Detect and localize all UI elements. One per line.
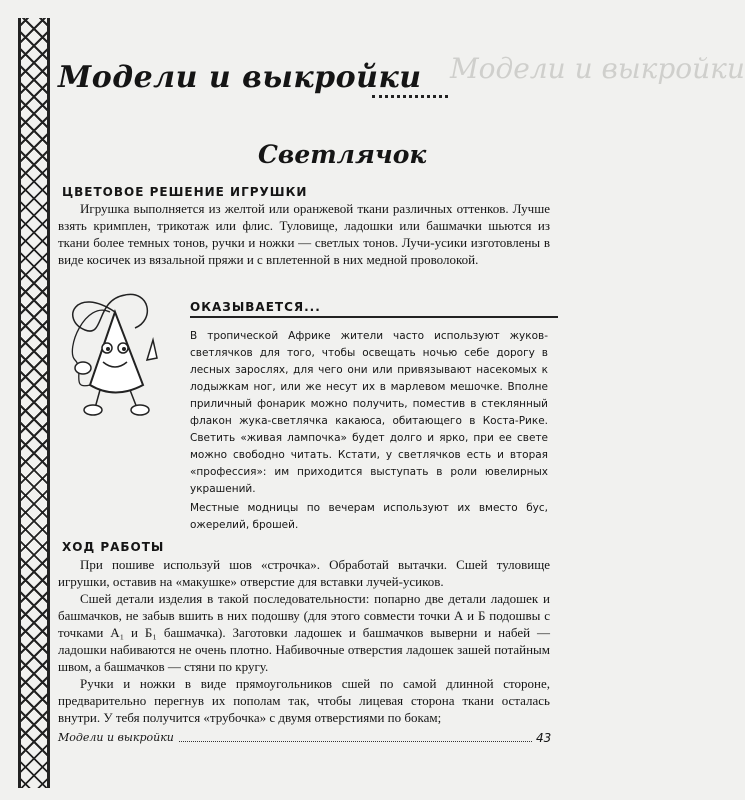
- section-heading-color: ЦВЕТОВОЕ РЕШЕНИЕ ИГРУШКИ: [62, 185, 308, 199]
- fact-divider: [190, 316, 558, 318]
- page-number: 43: [532, 731, 551, 745]
- section-work-text: [58, 556, 550, 726]
- decorative-border: [18, 18, 50, 788]
- footer-running-title: Модели и выкройки: [58, 731, 178, 744]
- section-heading-work: ХОД РАБОТЫ: [62, 540, 165, 554]
- article-title: Светлячок: [258, 140, 427, 169]
- section-color-text: [58, 200, 550, 268]
- fact-paragraph-1: В тропической Африке жители часто используют жуков-светлячков для того, чтобы освещать ночью себе дорогу в лесных зарослях, для чего они или привязывают насекомых к лодыжкам ног, или же несут их в марлевом мешочке. Вполне приличный фонарик можно получить, поместив в стеклянный флакон жука-светлячка какаюса, обитающего в Коста-Рике. Светить «живая лампочка» будет долго и ярко, при ее свете можно свободно читать. Кстати, у светлячков есть и вторая «профессия»: им приходится выступать в роли ювелирных украшений.: [190, 330, 548, 495]
- fact-heading: ОКАЗЫВАЕТСЯ...: [190, 300, 321, 314]
- work-paragraph-3: Ручки и ножки в виде прямоугольников сшей по самой длинной стороне, предварительно перегнув их пополам так, чтобы лицевая сторона ткани осталась внутри. У тебя получится «трубочка» с двумя отверстиями по бокам;: [58, 676, 550, 725]
- page-title: Модели и выкройки: [58, 60, 422, 95]
- fact-text: [190, 328, 548, 534]
- fact-paragraph-2: Местные модницы по вечерам используют их вместо бус, ожерелий, брошей.: [190, 502, 548, 531]
- color-paragraph: Игрушка выполняется из желтой или оранжевой ткани различных оттенков. Лучше взять кримплен, трикотаж или флис. Туловище, ладошки или башмачки шьются из ткани более темных тонов, ручки и ножки — светлых тонов. Лучи-усики изготовлены в виде косичек из вязальной пряжи и с вплетенной в них медной проволокой.: [58, 201, 550, 267]
- work-paragraph-2: Сшей детали изделия в такой последовательности: попарно две детали ладошек и башмачков, не забыв вшить в них подошву (для этого совмести точки А и Б подошвы с точками А₁ и Б₁ башмачка). Заготовки ладошек и башмачков выверни и набей — ладошки набиваются не очень плотно. Набивочные отверстия ладошек зашей потайным швом, а башмачков — стяни по кругу.: [58, 591, 550, 674]
- ghost-bleedthrough-text: Модели и выкройки: [450, 52, 745, 85]
- title-dotted-line: [372, 95, 448, 98]
- firefly-illustration: [55, 290, 175, 420]
- work-paragraph-1: При пошиве используй шов «строчка». Обработай вытачки. Сшей туловище игрушки, оставив на «макушке» отверстие для вставки лучей-усиков.: [58, 557, 550, 589]
